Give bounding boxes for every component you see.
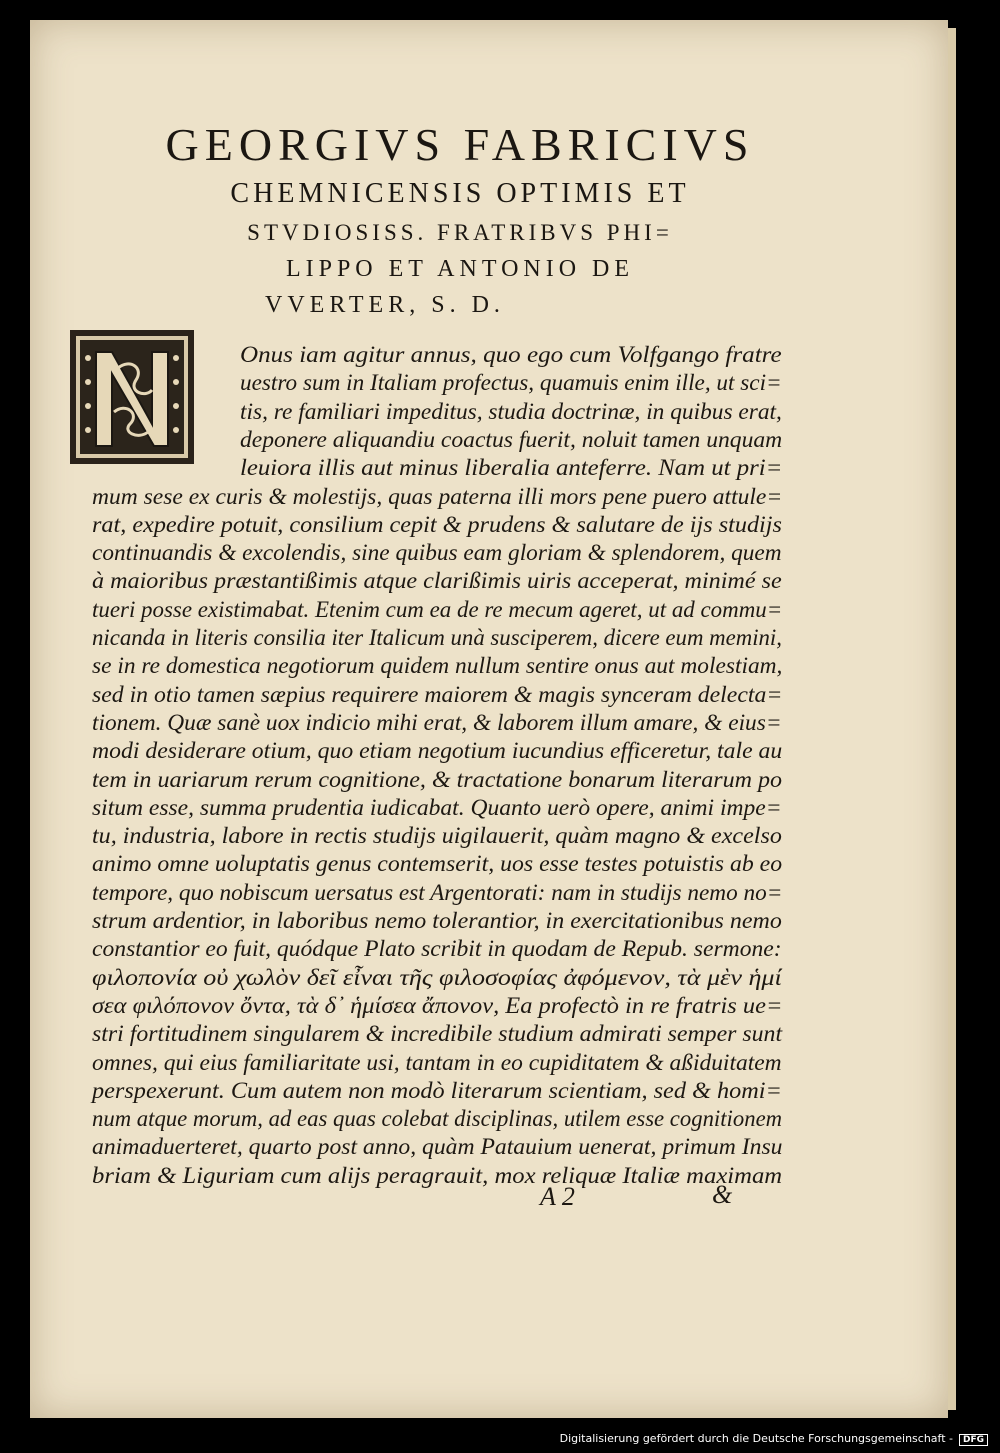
body-line: tionem. Quæ sanè uox indicio mihi erat, & laborem illum amare, & eius= — [92, 709, 782, 736]
body-line: strum ardentior, in laboribus nemo tolerantior, in exercitationibus nemo — [92, 908, 782, 934]
body-line: tis, re familiari impeditus, studia doctrinæ, in quibus erat, — [240, 398, 782, 425]
body-line: animaduerteret, quarto post anno, quàm Patauium uenerat, primum Insu — [92, 1134, 783, 1161]
body-line: modi desiderare otium, quo etiam negotium iucundius efficeretur, tale au — [92, 738, 783, 765]
heading-line-5: VVERTER, S. D. — [265, 292, 505, 318]
body-line: Onus iam agitur annus, quo ego cum Volfgango fratre — [240, 342, 782, 368]
page-edge — [948, 28, 956, 1410]
heading-line-1: GEORGIVS FABRICIVS — [165, 119, 755, 170]
signature-mark: A 2 — [540, 1182, 575, 1211]
heading-line-2: CHEMNICENSIS OPTIMIS ET — [230, 178, 690, 209]
credit-text: Digitalisierung gefördert durch die Deutsche Forschungsgemeinschaft - — [559, 1432, 953, 1445]
body-line: stri fortitudinem singularem & incredibile studium admirati semper sunt — [92, 1021, 783, 1048]
body-line: tem in uariarum rerum cognitione, & tractatione bonarum literarum po — [92, 766, 783, 793]
body-line: φιλοπονία οὐ χωλὸν δεῖ εἶναι τῆς φιλοσοφίας ἀφόμενον, τὰ μὲν ἡμί — [92, 964, 782, 991]
body-line: rat, expedire potuit, consilium cepit & prudens & salutare de ijs studijs — [92, 511, 782, 538]
heading-line-3: STVDIOSISS. FRATRIBVS PHI= — [247, 220, 673, 245]
body-line: tempore, quo nobiscum uersatus est Argentorati: nam in studijs nemo no= — [92, 879, 783, 906]
digitization-credit — [560, 1432, 988, 1446]
heading-line-4: LIPPO ET ANTONIO DE — [285, 256, 635, 282]
body-line: tueri posse existimabat. Etenim cum ea de re mecum ageret, ut ad commu= — [92, 596, 783, 623]
body-line: situm esse, summa prudentia iudicabat. Quanto uerò opere, animi impe= — [92, 794, 782, 821]
body-line: à maioribus præstantißimis atque clarißimis uiris acceperat, minimé se — [92, 568, 782, 595]
body-line: mum sese ex curis & molestijs, quas paterna illi mors pene puero attule= — [92, 483, 783, 510]
body-line: constantior eo fuit, quódque Plato scribit in quodam de Repub. sermone: — [92, 936, 782, 963]
body-line: tu, industria, labore in rectis studijs uigilauerit, quàm magno & excelso — [92, 823, 782, 850]
decorated-initial-n-icon — [68, 328, 196, 466]
dfg-logo: DFG — [959, 1434, 988, 1446]
body-line: continuandis & excolendis, sine quibus eam gloriam & splendorem, quem — [92, 540, 782, 567]
body-line: perspexerunt. Cum autem non modò literarum scientiam, sed & homi= — [92, 1077, 782, 1104]
body-line: nicanda in literis consilia iter Italicum unà susciperem, dicere eum memini, — [92, 625, 782, 651]
body-line: animo omne uoluptatis genus contemserit, uos esse testes potuistis ab eo — [92, 851, 783, 878]
body-line: uestro sum in Italiam profectus, quamuis enim ille, ut sci= — [240, 370, 782, 397]
body-line: σεα φιλόπονον ὄντα, τὰ δ᾽ ἡμίσεα ἄπονον, Ea profectò in re fratris ue= — [92, 992, 783, 1019]
body-line: num atque morum, ad eas quas colebat disciplinas, utilem esse cognitionem — [92, 1106, 783, 1133]
body-line: sed in otio tamen sæpius requirere maiorem & magis synceram delecta= — [92, 681, 783, 708]
catchword: & — [712, 1180, 733, 1209]
body-line: deponere aliquandiu coactus fuerit, noluit tamen unquam — [240, 426, 783, 453]
body-line: omnes, qui eius familiaritate usi, tantam in eo cupiditatem & aßiduitatem — [92, 1049, 782, 1076]
body-line: leuiora illis aut minus liberalia anteferre. Nam ut pri= — [240, 455, 783, 482]
body-line: se in re domestica negotiorum quidem nullum sentire onus aut molestiam, — [92, 653, 783, 680]
body-line: briam & Liguriam cum alijs peragrauit, mox reliquæ Italiæ maximam — [92, 1162, 783, 1189]
